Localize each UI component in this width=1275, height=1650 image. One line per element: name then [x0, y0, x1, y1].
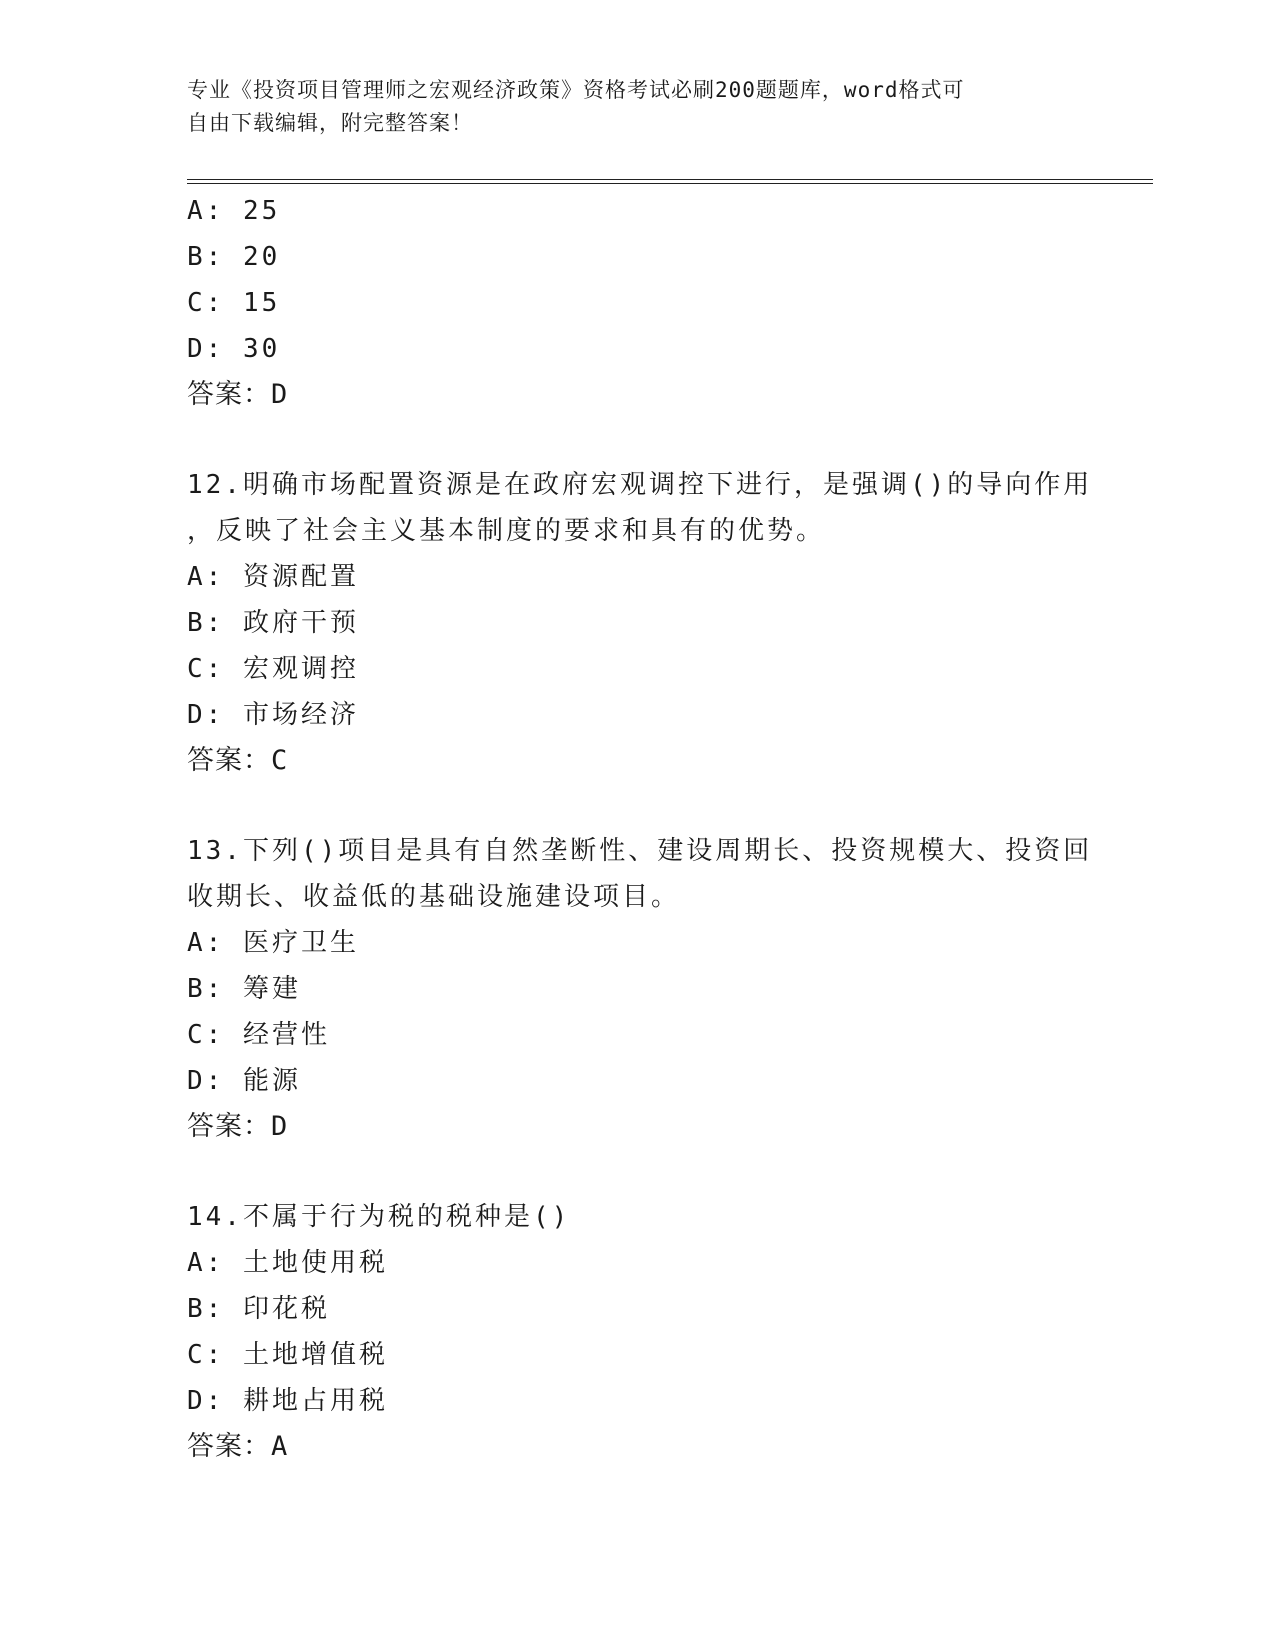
- header-divider-bottom: [187, 183, 1153, 184]
- option-b: B: 印花税: [187, 1294, 330, 1324]
- question-text-line-2: ，反映了社会主义基本制度的要求和具有的优势。: [187, 516, 826, 546]
- option-a: A: 医疗卫生: [187, 928, 359, 958]
- option-b: B: 筹建: [187, 974, 301, 1004]
- option-d: D: 30: [187, 334, 281, 364]
- document-header: [187, 74, 1087, 140]
- option-c: C: 土地增值税: [187, 1340, 388, 1370]
- question-13: [187, 828, 1097, 1150]
- question-text-line-2: 收期长、收益低的基础设施建设项目。: [187, 882, 681, 912]
- option-a: A: 资源配置: [187, 562, 359, 592]
- option-c: C: 经营性: [187, 1020, 330, 1050]
- option-b: B: 政府干预: [187, 608, 359, 638]
- answer-line: 答案：D: [187, 379, 289, 410]
- question-text-line-1: 14.不属于行为税的税种是(): [187, 1202, 571, 1232]
- option-a: A: 土地使用税: [187, 1248, 388, 1278]
- question-11: [187, 188, 1097, 418]
- option-c: C: 15: [187, 288, 281, 318]
- question-14: [187, 1194, 1097, 1470]
- option-d: D: 市场经济: [187, 700, 359, 730]
- option-c: C: 宏观调控: [187, 654, 359, 684]
- answer-line: 答案：D: [187, 1111, 289, 1142]
- header-title-line-2: 自由下载编辑，附完整答案！: [187, 111, 473, 135]
- header-title-line-1: 专业《投资项目管理师之宏观经济政策》资格考试必刷200题题库，word格式可: [187, 78, 965, 102]
- option-a: A: 25: [187, 196, 281, 226]
- option-d: D: 能源: [187, 1066, 301, 1096]
- option-b: B: 20: [187, 242, 281, 272]
- answer-line: 答案：A: [187, 1431, 289, 1462]
- question-text-line-1: 13.下列()项目是具有自然垄断性、建设周期长、投资规模大、投资回: [187, 836, 1093, 866]
- answer-line: 答案：C: [187, 745, 289, 776]
- question-list: [187, 188, 1097, 1470]
- question-text-line-1: 12.明确市场配置资源是在政府宏观调控下进行，是强调()的导向作用: [187, 470, 1093, 500]
- header-divider-top: [187, 179, 1153, 180]
- question-12: [187, 462, 1097, 784]
- option-d: D: 耕地占用税: [187, 1386, 388, 1416]
